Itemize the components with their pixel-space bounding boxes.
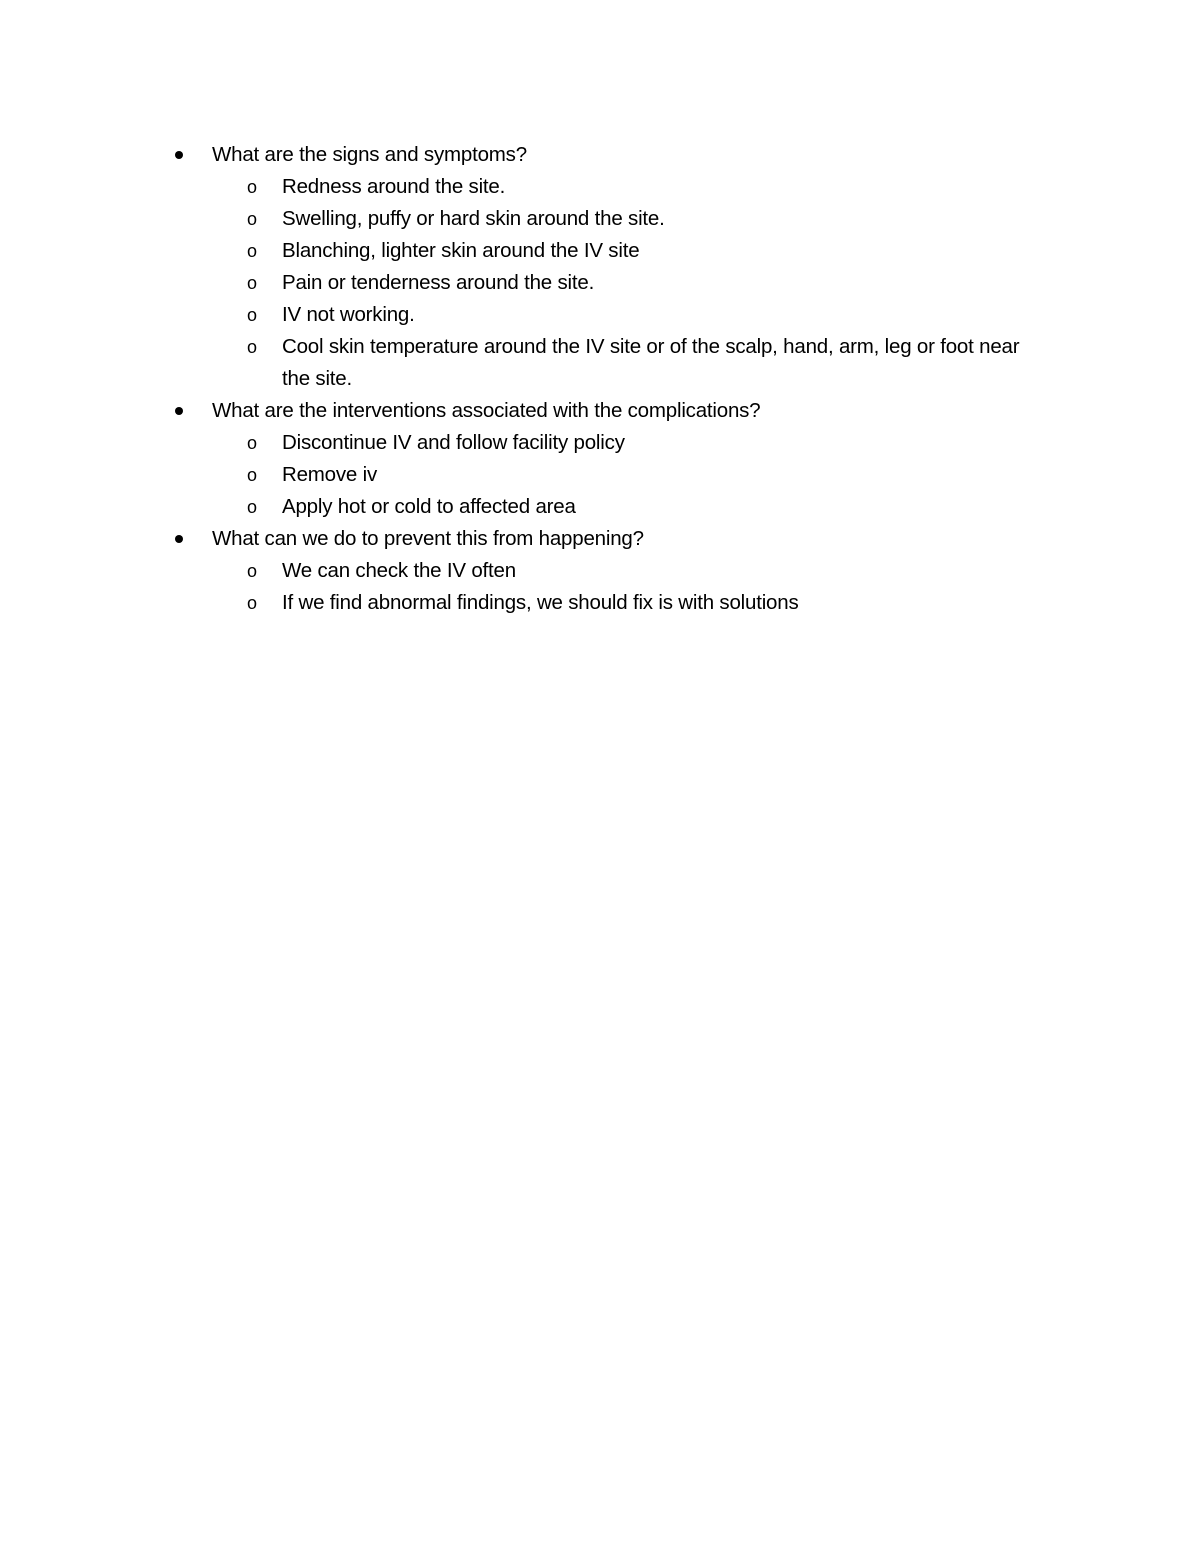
- sub-list-item-text: We can check the IV often: [282, 559, 516, 582]
- circle-bullet-icon: o: [247, 561, 257, 581]
- circle-bullet-icon: o: [247, 337, 257, 357]
- sub-list-item: [0, 427, 1200, 459]
- bullet-list: [0, 139, 1200, 619]
- sub-list-item: [0, 299, 1200, 331]
- bullet-icon: [173, 523, 187, 555]
- sub-list-item-text: Discontinue IV and follow facility policy: [282, 431, 625, 454]
- sub-list-item-text: Remove iv: [282, 463, 378, 486]
- sub-list-item-text: Apply hot or cold to affected area: [282, 495, 576, 518]
- sub-list-item-text: IV not working.: [282, 303, 415, 326]
- sub-list-item: [0, 267, 1200, 299]
- bullet-icon: [173, 139, 187, 171]
- sub-list-item: [0, 459, 1200, 491]
- sub-list-item: [0, 235, 1200, 267]
- sub-list-item-text: Blanching, lighter skin around the IV site: [282, 239, 640, 262]
- circle-bullet-icon: o: [247, 497, 257, 517]
- circle-bullet-icon: o: [247, 273, 257, 293]
- circle-bullet-icon: o: [247, 433, 257, 453]
- circle-bullet-icon: o: [247, 177, 257, 197]
- circle-bullet-icon: o: [247, 465, 257, 485]
- sub-list-item: [0, 587, 1200, 619]
- list-item: [0, 139, 1200, 171]
- list-item: [0, 395, 1200, 427]
- sub-list-item: [0, 171, 1200, 203]
- circle-bullet-icon: o: [247, 209, 257, 229]
- circle-bullet-icon: o: [247, 305, 257, 325]
- bullet-icon: [173, 395, 187, 427]
- sub-list-item: [0, 555, 1200, 587]
- circle-bullet-icon: o: [247, 241, 257, 261]
- sub-list-item-text: Swelling, puffy or hard skin around the site.: [282, 207, 665, 230]
- sub-list-item: [0, 331, 1200, 395]
- sub-list-item-text: If we find abnormal findings, we should fix is with solutions: [282, 591, 799, 614]
- sub-list-item-text: Cool skin temperature around the IV site or of the scalp, hand, arm, leg or foot near the site.: [282, 335, 1020, 390]
- list-item-heading: What are the signs and symptoms?: [212, 143, 527, 166]
- sub-list-item-text: Redness around the site.: [282, 175, 506, 198]
- sub-list-item: [0, 203, 1200, 235]
- list-item-heading: What can we do to prevent this from happening?: [212, 527, 644, 550]
- sub-list-item: [0, 491, 1200, 523]
- list-item-heading: What are the interventions associated with the complications?: [212, 399, 761, 422]
- sub-list-item-text: Pain or tenderness around the site.: [282, 271, 595, 294]
- circle-bullet-icon: o: [247, 593, 257, 613]
- list-item: [0, 523, 1200, 555]
